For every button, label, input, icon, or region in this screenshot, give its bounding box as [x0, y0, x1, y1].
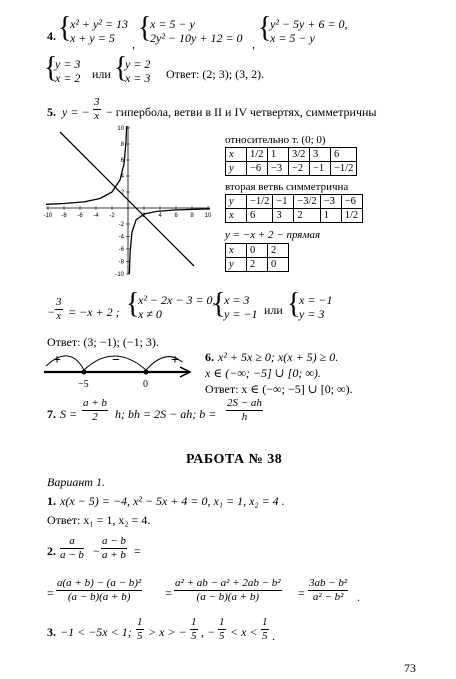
system-brace: {: [58, 11, 72, 44]
fraction: $\frac{1}{5}$: [191, 616, 197, 642]
p6-line-2: x ∈ (−∞; −5] ∪ [0; ∞).: [205, 366, 321, 380]
result-1: [55, 57, 80, 85]
x-tick-label: 2: [142, 213, 146, 219]
y-tick-label: 10: [117, 126, 124, 132]
system-brace: {: [287, 287, 301, 320]
eq: x = −1: [299, 293, 333, 307]
p5-text: − гипербола, ветви в II и IV четвертях, симметричны: [106, 105, 377, 119]
equals: =: [134, 544, 141, 558]
eq: x = 3: [224, 293, 250, 307]
system-1: [70, 17, 128, 45]
fraction: $\frac{2S - ah}{h}$: [227, 397, 262, 423]
x-tick-label: -10: [44, 213, 53, 219]
system-2: [150, 17, 243, 45]
fraction: $\frac{\text{3ab − b²}}{\text{a² − b²}}$: [309, 577, 348, 603]
table-line: x 0 2 y 2 0: [225, 243, 289, 272]
equals: =: [165, 586, 172, 600]
q3-number: 3.: [47, 625, 56, 639]
p5-lhs: y = −: [62, 105, 90, 119]
section-title: РАБОТА № 38: [186, 452, 283, 467]
y-tick-label: -4: [118, 234, 124, 241]
q1-text: x(x − 5) = −4, x² − 5x + 4 = 0, x₁ = 1, x₂ = 4 .: [60, 494, 285, 508]
sign-minus: −: [112, 353, 120, 368]
p7-s: S =: [60, 407, 78, 421]
x-tick-label: 10: [204, 213, 212, 219]
eq: y = 3: [299, 307, 325, 321]
p6-answer: Ответ: x ∈ (−∞; −5] ∪ [0; ∞).: [205, 382, 353, 396]
y-tick-label: 2: [120, 190, 124, 196]
or-text: или: [92, 67, 111, 81]
eq-lhs: −: [47, 305, 56, 319]
fraction: $\frac{1}{5}$: [219, 616, 225, 642]
fraction: $\frac{3}{x}$: [94, 96, 100, 122]
hyperbola-graph: [44, 124, 216, 276]
mark-0: 0: [143, 379, 148, 390]
fraction: $\frac{\text{a(a + b) − (a − b)²}}{(a - b)(a + b)}$: [57, 577, 142, 603]
fraction: $\frac{1}{5}$: [137, 616, 143, 642]
system-3: [270, 17, 348, 45]
eq-rhs: = −x + 2 ;: [68, 305, 120, 319]
q3-part-d: < x <: [230, 625, 258, 639]
result-2: [125, 57, 150, 85]
eq: 2y² − 10y + 12 = 0: [150, 31, 243, 45]
eq: y = 3: [55, 57, 81, 71]
x-tick-label: -4: [93, 213, 99, 219]
table-branch-1: x 1/2 1 3/2 3 6 y −6 −3 −2 −1 −1/2: [225, 147, 357, 176]
system-c3: [299, 293, 333, 321]
eq: y = −1: [224, 307, 258, 321]
eq: x + y = 5: [70, 31, 115, 45]
problem-4-number: 4.: [47, 29, 56, 43]
line-y-minus-x-plus-2: [60, 132, 194, 266]
equals: =: [47, 586, 54, 600]
x-tick-label: -2: [109, 213, 115, 219]
q3-part-b: > x > −: [148, 625, 187, 639]
fraction: $\frac{\text{a² + ab − a² + 2ab − b²}}{(a - b)(a + b)}$: [175, 577, 281, 603]
q2-number: 2.: [47, 544, 56, 558]
answer-5: Ответ: (3; −1); (−1; 3).: [47, 335, 159, 349]
system-brace: {: [114, 51, 128, 84]
eq: x = 3: [125, 71, 151, 85]
symmetry-text: относительно т. (0; 0): [225, 134, 326, 146]
y-tick-label: 8: [120, 142, 124, 148]
eq: x ≠ 0: [138, 307, 162, 321]
eq: x = 5 − y: [270, 31, 315, 45]
or-text: или: [264, 303, 283, 317]
eq: y = 2: [125, 57, 151, 71]
system-brace: {: [138, 11, 152, 44]
system-brace: {: [258, 11, 272, 44]
q1-number: 1.: [47, 494, 56, 508]
q3-part-a: −1 < −5x < 1;: [60, 625, 132, 639]
p6-line-1: x² + 5x ≥ 0; x(x + 5) ≥ 0.: [218, 350, 339, 364]
mark-minus-5: −5: [78, 379, 89, 390]
fraction: $\frac{a + b}{2}$: [83, 397, 107, 423]
x-tick-label: 4: [158, 213, 162, 219]
y-tick-label: -10: [115, 272, 124, 276]
eq: x² + y² = 13: [70, 17, 129, 31]
eq: x = 5 − y: [150, 17, 195, 31]
eq: y² − 5y + 6 = 0,: [270, 17, 348, 31]
fraction: $\frac{a}{a - b}$: [60, 535, 84, 561]
sign-plus-right: +: [171, 353, 179, 368]
problem-6-number: 6.: [205, 350, 214, 364]
x-tick-label: -6: [77, 213, 83, 219]
x-tick-label: 6: [174, 213, 178, 219]
system-brace: {: [44, 51, 58, 84]
p7-mid: h; bh = 2S − ah; b =: [115, 407, 217, 421]
answer-4: Ответ: (2; 3); (3, 2).: [166, 67, 265, 81]
problem-7-number: 7.: [47, 407, 56, 421]
fraction: $\frac{3}{x}$: [56, 296, 62, 322]
y-tick-label: -2: [118, 222, 124, 228]
fraction: $\frac{1}{5}$: [262, 616, 268, 642]
system-c1: [138, 293, 216, 321]
fraction: $\frac{a - b}{a + b}$: [102, 535, 126, 561]
variant-label: Вариант 1.: [47, 475, 105, 489]
table-branch-2: y −1/2 −1 −3/2 −3 −6 x 6 3 2 1 1/2: [225, 194, 363, 223]
sign-plus-left: +: [53, 353, 61, 368]
y-tick-label: -6: [118, 247, 124, 253]
x-tick-label: -8: [61, 213, 67, 219]
second-branch-text: вторая ветвь симметрична: [225, 181, 349, 193]
q1-answer: Ответ: x₁ = 1, x₂ = 4.: [47, 513, 151, 527]
system-brace: {: [126, 287, 140, 320]
x-tick-label: 8: [190, 213, 194, 219]
line-text: y = −x + 2 − прямая: [225, 229, 321, 241]
hyperbola-branch-left: [46, 126, 127, 204]
eq: x² − 2x − 3 = 0,: [138, 293, 216, 307]
y-tick-label: 4: [120, 174, 124, 180]
page-number: 73: [404, 661, 416, 675]
system-c2: [224, 293, 258, 321]
eq: x = 2: [55, 71, 81, 85]
problem-5-number: 5.: [47, 105, 56, 119]
y-tick-label: 6: [120, 158, 124, 164]
y-tick-label: -8: [118, 259, 124, 266]
system-brace: {: [212, 287, 226, 320]
q3-part-c: , −: [201, 625, 216, 639]
equals: =: [298, 586, 305, 600]
